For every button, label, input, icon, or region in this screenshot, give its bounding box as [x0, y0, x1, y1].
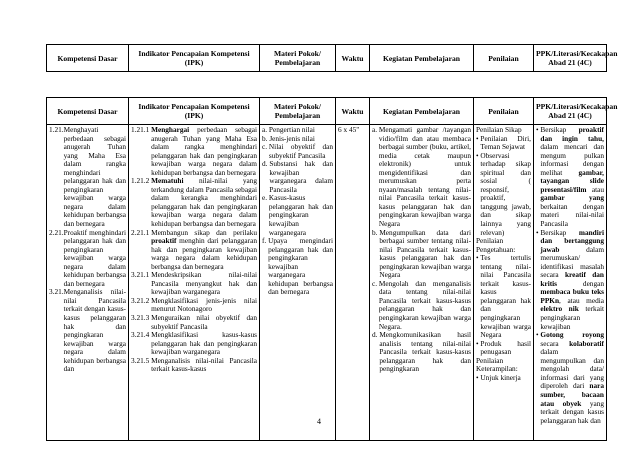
kompetensi-number: 3.21. — [49, 287, 64, 297]
indikator-item — [131, 297, 257, 314]
materi-item — [262, 194, 333, 237]
materi-item — [262, 160, 333, 194]
indikator-item — [131, 229, 257, 272]
bullet-icon: • — [536, 227, 541, 237]
kegiatan-item — [372, 229, 471, 280]
header-materi: Materi Pokok/ Pembelajaran — [260, 98, 336, 125]
indikator-text: Membangun sikap dan perilaku proaktif menghin dari pelanggaran hak dan pengingkaran kewajiban warga negara dalam kehidupan berbangsa dan bernegara — [151, 227, 257, 271]
indikator-item — [131, 177, 257, 228]
indikator-number: 3.21.3 — [131, 313, 150, 323]
indikator-number: 3.21.4 — [131, 330, 150, 340]
bullet-icon: • — [476, 338, 481, 348]
penilaian-text: Produk hasil penugasan — [480, 338, 531, 357]
indikator-number: 3.21.1 — [131, 270, 150, 280]
ppk-item — [536, 126, 604, 229]
kegiatan-text: Mengamati gambar /tayangan vidio/film dan atau membaca berbagai sumber (buku, artikel, media cetak maupun elektronik) untuk mengidentifikasi dan merumuskan perta nyaan/masalah tentang nilai-nilai Pancasila terkait kasus-kasus pelanggaran hak dan pengingkaran kewajiban warga Negara — [378, 126, 471, 229]
indikator-item — [131, 357, 257, 374]
kompetensi-item — [49, 126, 126, 229]
ppk-item — [536, 229, 604, 332]
waktu-cell — [336, 125, 370, 441]
materi-text: Substansi hak dan kewajiban warganegara dalam Pancasila — [269, 159, 333, 194]
indikator-number: 2.21.1 — [131, 227, 150, 237]
header-waktu: Waktu — [336, 45, 370, 72]
waktu-value: 6 x 45" — [338, 126, 360, 134]
kompetensi-text: Proaktif menghindari pelanggaran hak dan pengingkaran kewajiban warga negara dalam kehidupan berbangsa dan bernegara — [63, 227, 126, 288]
penilaian-text: Tes tertulis tentang nilai-nilai Pancasila terkait kasus-kasus pelanggaran hak dan pengingkaran kewajiban warga Negara — [480, 253, 531, 340]
penilaian-item — [476, 340, 531, 357]
header-penilaian: Penilaian — [474, 98, 534, 125]
indikator-text: Mendeskripsikan nilai-nilai Pancasila menyangkut hak dan kewajiban warganegara — [151, 270, 257, 297]
bullet-icon: • — [476, 253, 481, 263]
kegiatan-letter: d. — [372, 330, 378, 340]
penilaian-item — [476, 254, 531, 339]
penilaian-text: Penilaian Diri, Teman Sejawat — [480, 133, 531, 152]
penilaian-item — [476, 135, 531, 152]
indikator-item — [131, 314, 257, 331]
header-materi: Materi Pokok/ Pembelajaran — [260, 45, 336, 72]
indikator-number: 1.21.1 — [131, 126, 150, 134]
kegiatan-letter: a. — [372, 126, 378, 134]
indikator-number: 3.21.5 — [131, 355, 150, 365]
indikator-text: Menguraikan nilai obyektif dan subyektif Pancasila — [151, 313, 257, 331]
kompetensi-item — [49, 288, 126, 373]
materi-letter: e. — [262, 193, 268, 203]
materi-text: Pengertian nilai — [268, 126, 315, 134]
materi-text: Kasus-kasus pelanggaran hak dan pengingkaran kewajiban warganegara — [268, 193, 333, 237]
indikator-text: Mematuhi nilai-nilai yang terkandung dalam Pancasila sebagai dalam kerangka menghindari pelanggaran hak dan pengingkaran kewajiban warga negara dalam kehidupan berbangsa dan bernegara — [151, 176, 257, 229]
header-indikator: Indikator Pencapaian Kompetensi (IPK) — [129, 98, 260, 125]
header-waktu: Waktu — [336, 98, 370, 125]
ppk-text: Gotong royong secara kolaboratif dalam mengumpulkan dan mengolah data/ informasi dari yang diperoleh dari nara sumber, bacaan atau obyek yang terkait dengan kasus pelanggaran hak dan — [540, 330, 604, 425]
kegiatan-item — [372, 331, 471, 374]
ppk-cell — [534, 125, 607, 441]
indikator-text: Mengklasifikasi jenis-jenis nilai menurut Notonagoro — [151, 295, 257, 314]
kegiatan-cell — [370, 125, 474, 441]
materi-item — [262, 237, 333, 297]
header-ppk: PPK/Literasi/Kecakapan Abad 21 (4C) — [534, 45, 607, 72]
materi-letter: a. — [262, 126, 268, 134]
materi-text: Upaya mengindari pelanggaran hak dan pengingkaran kewajiban warganegara kehidupan berbangsa dan bernegara — [268, 236, 333, 297]
indikator-item — [131, 331, 257, 357]
kegiatan-text: Mengkomunikasikan hasil analisis tentang nilai-nilai Pancasila terkait kasus-kasus pelanggaran hak dan pengingkaran — [379, 330, 471, 374]
materi-text: Jenis-jenis nilai — [269, 133, 315, 143]
bullet-icon: • — [476, 133, 481, 143]
kegiatan-text: Mengolah dan menganalisis data tentang nilai-nilai Pancasila terkait kasus-kasus pelanggaran hak dan pengingkaran kewajiban warga Negara. — [378, 278, 471, 331]
header-kompetensi: Kompetensi Dasar — [47, 98, 129, 125]
bullet-icon: • — [536, 126, 541, 134]
indikator-number: 1.21.2 — [131, 176, 150, 186]
indikator-cell — [129, 125, 260, 441]
bullet-icon: • — [476, 150, 481, 160]
kompetensi-item — [49, 229, 126, 289]
materi-letter: d. — [262, 159, 268, 169]
materi-cell — [260, 125, 336, 441]
header-ppk: PPK/Literasi/Kecakapan Abad 21 (4C) — [534, 98, 607, 125]
header-kegiatan: Kegiatan Pembelajaran — [370, 45, 474, 72]
header-kompetensi: Kompetensi Dasar — [47, 45, 129, 72]
penilaian-item — [476, 374, 531, 383]
penilaian-text: Unjuk kinerja — [480, 372, 521, 382]
indikator-item — [131, 271, 257, 297]
kompetensi-cell — [47, 125, 129, 441]
materi-letter: b. — [262, 133, 268, 143]
indikator-item — [131, 126, 257, 177]
indikator-text: Menganalisis nilai-nilai Pancasila terkait kasus-kasus — [151, 355, 257, 374]
ppk-item — [536, 331, 604, 425]
penilaian-text: Observasi terhadap sikap spiritual dan sosial ( responsif, proaktif, tanggung jawab, dan sikap lainnya yang relevan) — [480, 150, 531, 237]
header-indikator: Indikator Pencapaian Kompetensi (IPK) — [129, 45, 260, 72]
indikator-number: 3.21.2 — [131, 295, 150, 305]
indikator-text: Menghargai perbedaan sebagai anugerah Tuhan yang Maha Esa dalam rangka menghindari pelanggaran hak dan pengingkaran kewajiban warga negara dalam kehidupan berbangsa dan bernegara — [151, 126, 257, 177]
kegiatan-text: Mengumpulkan data dari berbagai sumber tentang nilai-nilai Pancasila terkait kasus-kasus pelanggaran hak dan pengingkaran kewajiban warga Negara — [379, 227, 471, 280]
ppk-text: Bersikap mandiri dan bertanggung jawab dalam merumuskan/ identifikasi masalah secara kreatif dan kritis dengan membaca buku teks PPKn, atau media elektro nik terkait pengingkaran kewajiban — [540, 227, 604, 331]
syllabus-table — [46, 97, 618, 441]
kompetensi-number: 1.21. — [49, 126, 64, 134]
ppk-text: Bersikap proaktif dan ingin tahu, dalam mencari dan mengum pulkan informasi dengan melihat gambar, tayangan slide presentasi/film atau gambar yang berkaitan dengan materi nilai-nilai Pancasila — [540, 126, 604, 229]
bullet-icon: • — [536, 330, 541, 340]
materi-letter: f. — [262, 236, 267, 246]
kegiatan-item — [372, 126, 471, 229]
penilaian-keterampilan-title: Penilaian Keterampilan: — [476, 355, 518, 374]
materi-item — [262, 143, 333, 160]
penilaian-sikap-title: Penilaian Sikap — [476, 126, 522, 134]
kegiatan-letter: b. — [372, 227, 378, 237]
header-table-top — [46, 44, 618, 72]
indikator-text: Mengklasifikasi kasus-kasus pelanggaran hak dan pengingkaran kewajiban warganegara — [151, 330, 257, 357]
page-number: 4 — [317, 417, 321, 426]
penilaian-item — [476, 152, 531, 237]
penilaian-pengetahuan-title: Penilaian Pengetahuan: — [476, 236, 516, 254]
bullet-icon: • — [476, 372, 481, 382]
materi-text: Nilai obyektif dan subyektif Pancasila — [268, 142, 333, 160]
penilaian-cell — [474, 125, 534, 441]
kompetensi-text: Menganalisis nilai-nilai Pancasila terkait dengan kasus-kasus pelanggaran hak dan pengingkaran kewajiban warga negara dalam kehidupan berbangsa dan — [63, 287, 126, 374]
kompetensi-number: 2.21. — [49, 227, 64, 237]
header-penilaian: Penilaian — [474, 45, 534, 72]
header-kegiatan: Kegiatan Pembelajaran — [370, 98, 474, 125]
kompetensi-text: Menghayati perbedaan sebagai anugerah Tuhan yang Maha Esa dalam rangka menghindari pelanggaran hak dan pengingkaran kewajiban warga negara dalam kehidupan berbangsa dan bernegara — [63, 126, 126, 229]
materi-letter: c. — [262, 142, 268, 152]
kegiatan-item — [372, 280, 471, 331]
kegiatan-letter: c. — [372, 278, 378, 288]
